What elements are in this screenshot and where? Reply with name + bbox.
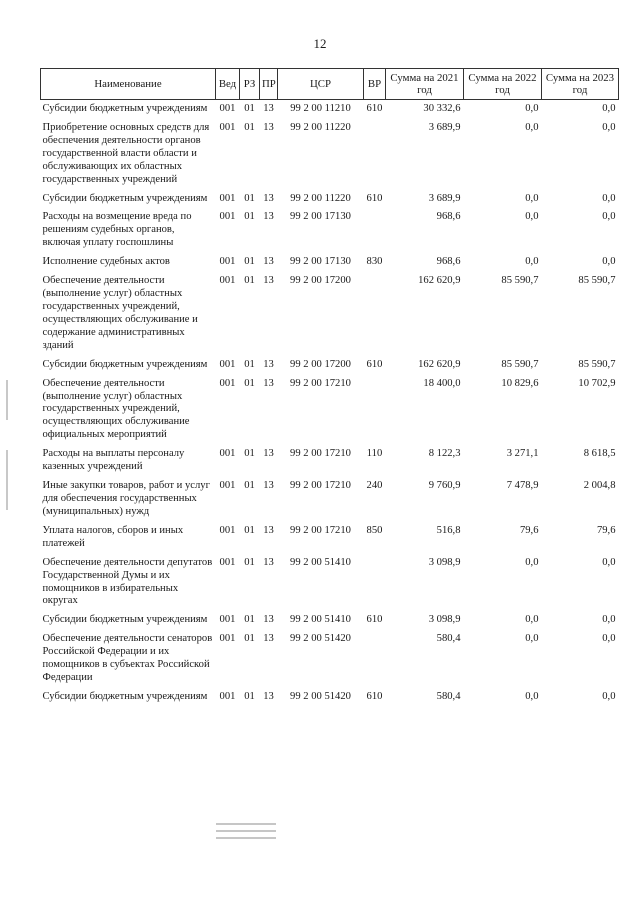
cell-csr: 99 2 00 11210 — [290, 103, 351, 114]
cell-name: Субсидии бюджетным учреждениям — [42, 614, 208, 626]
cell-sum-2021: 3 098,9 — [428, 614, 461, 626]
cell-sum-2023: 0,0 — [602, 103, 616, 114]
cell-sum-2023: 0,0 — [602, 211, 616, 223]
cell-sum-2022: 85 590,7 — [501, 275, 539, 287]
header-rz: РЗ — [240, 69, 260, 100]
cell-name: Расходы на возмещение вреда по решениям судебных органов, включая уплату госпошлины — [42, 211, 192, 249]
cell-sum-2021: 9 760,9 — [428, 480, 461, 492]
cell-name: Обеспечение деятельности депутатов Государственной Думы и их помощников в избирательных округах — [42, 556, 213, 607]
cell-name: Уплата налогов, сборов и иных платежей — [42, 524, 184, 549]
cell-sum-2023: 0,0 — [602, 556, 616, 568]
cell-sum-2023: 0,0 — [602, 690, 616, 702]
cell-sum-2023: 79,6 — [596, 524, 616, 536]
cell-ved: 001 — [219, 633, 236, 645]
cell-pr: 13 — [263, 103, 274, 114]
header-sum-2022: Сумма на 2022 год — [464, 69, 542, 100]
table-row — [41, 116, 619, 187]
cell-rz: 01 — [244, 121, 255, 133]
cell-sum-2022: 0,0 — [525, 192, 539, 204]
header-name: Наименование — [41, 69, 216, 100]
cell-rz: 01 — [244, 690, 255, 702]
table-row — [41, 608, 619, 627]
cell-sum-2021: 3 098,9 — [428, 556, 461, 568]
cell-rz: 01 — [244, 448, 255, 460]
cell-vr — [364, 116, 386, 187]
cell-pr: 13 — [263, 358, 274, 370]
table-row — [41, 551, 619, 609]
table-row — [41, 442, 619, 474]
cell-rz: 01 — [244, 358, 255, 370]
cell-rz: 01 — [244, 633, 255, 645]
cell-ved: 001 — [219, 524, 236, 536]
cell-sum-2023: 2 004,8 — [583, 480, 616, 492]
cell-sum-2022: 3 271,1 — [506, 448, 539, 460]
cell-sum-2021: 968,6 — [436, 211, 461, 223]
cell-sum-2022: 85 590,7 — [501, 358, 539, 370]
cell-vr: 610 — [366, 103, 383, 114]
cell-rz: 01 — [244, 192, 255, 204]
cell-name: Обеспечение деятельности (выполнение услуг) областных государственных учреждений, осуществляющих обслуживание и содержание административных зданий — [42, 275, 198, 351]
cell-name: Субсидии бюджетным учреждениям — [42, 103, 208, 114]
header-vr: ВР — [364, 69, 386, 100]
cell-pr: 13 — [263, 211, 274, 223]
cell-sum-2022: 0,0 — [525, 690, 539, 702]
cell-sum-2023: 10 702,9 — [578, 377, 616, 389]
margin-mark — [6, 450, 8, 510]
cell-name: Субсидии бюджетным учреждениям — [42, 358, 208, 370]
cell-name: Обеспечение деятельности сенаторов Российской Федерации и их помощников в субъектах Российской Федерации — [42, 633, 213, 684]
cell-name: Исполнение судебных актов — [42, 256, 170, 268]
cell-pr: 13 — [263, 614, 274, 626]
cell-ved: 001 — [219, 275, 236, 287]
cell-sum-2022: 0,0 — [525, 633, 539, 645]
cell-ved: 001 — [219, 556, 236, 568]
table-row — [41, 474, 619, 519]
margin-mark — [6, 380, 8, 420]
cell-sum-2023: 85 590,7 — [578, 358, 616, 370]
cell-sum-2023: 0,0 — [602, 121, 616, 133]
cell-ved: 001 — [219, 358, 236, 370]
table-row — [41, 205, 619, 250]
cell-vr — [364, 269, 386, 353]
cell-vr — [364, 627, 386, 685]
cell-csr: 99 2 00 17130 — [290, 256, 351, 268]
cell-rz: 01 — [244, 377, 255, 389]
cell-name: Иные закупки товаров, работ и услуг для обеспечения государственных (муниципальных) нужд — [42, 480, 210, 517]
header-sum-2023: Сумма на 2023 год — [542, 69, 619, 100]
cell-sum-2021: 8 122,3 — [428, 448, 461, 460]
cell-vr: 850 — [366, 524, 383, 536]
cell-sum-2022: 79,6 — [519, 524, 539, 536]
cell-ved: 001 — [219, 121, 236, 133]
cell-pr: 13 — [263, 690, 274, 702]
cell-csr: 99 2 00 17210 — [290, 377, 351, 389]
cell-name: Расходы на выплаты персоналу казенных учреждений — [42, 448, 185, 473]
table-row — [41, 250, 619, 269]
cell-sum-2023: 0,0 — [602, 256, 616, 268]
cell-pr: 13 — [263, 256, 274, 268]
cell-pr: 13 — [263, 448, 274, 460]
cell-csr: 99 2 00 11220 — [290, 192, 351, 204]
cell-ved: 001 — [219, 448, 236, 460]
table-row — [41, 100, 619, 116]
cell-pr: 13 — [263, 192, 274, 204]
cell-sum-2022: 0,0 — [525, 121, 539, 133]
cell-pr: 13 — [263, 633, 274, 645]
cell-csr: 99 2 00 51420 — [290, 633, 351, 645]
cell-sum-2022: 0,0 — [525, 614, 539, 626]
cell-name: Субсидии бюджетным учреждениям — [42, 690, 208, 702]
cell-sum-2021: 162 620,9 — [418, 275, 461, 287]
cell-vr — [364, 205, 386, 250]
page-number: 12 — [313, 36, 327, 51]
cell-rz: 01 — [244, 275, 255, 287]
cell-ved: 001 — [219, 614, 236, 626]
cell-name: Обеспечение деятельности (выполнение услуг) областных государственных учреждений, осуществляющих обслуживание официальных мероприятий — [42, 377, 190, 441]
table-body — [41, 100, 619, 704]
cell-ved: 001 — [219, 103, 236, 114]
cell-vr — [364, 372, 386, 443]
table-row — [41, 519, 619, 551]
cell-sum-2023: 8 618,5 — [583, 448, 616, 460]
cell-ved: 001 — [219, 256, 236, 268]
cell-vr: 610 — [366, 358, 383, 370]
cell-vr: 610 — [366, 690, 383, 702]
cell-sum-2022: 0,0 — [525, 211, 539, 223]
cell-vr: 830 — [366, 256, 383, 268]
cell-pr: 13 — [263, 524, 274, 536]
cell-ved: 001 — [219, 690, 236, 702]
cell-sum-2022: 0,0 — [525, 256, 539, 268]
cell-rz: 01 — [244, 556, 255, 568]
cell-rz: 01 — [244, 614, 255, 626]
cell-ved: 001 — [219, 377, 236, 389]
cell-sum-2022: 0,0 — [525, 103, 539, 114]
cell-csr: 99 2 00 17130 — [290, 211, 351, 223]
cell-sum-2023: 0,0 — [602, 192, 616, 204]
cell-pr: 13 — [263, 556, 274, 568]
cell-ved: 001 — [219, 192, 236, 204]
cell-csr: 99 2 00 17210 — [290, 524, 351, 536]
cell-pr: 13 — [263, 480, 274, 492]
cell-csr: 99 2 00 11220 — [290, 121, 351, 133]
cell-rz: 01 — [244, 480, 255, 492]
cell-vr: 110 — [366, 448, 383, 460]
table-row — [41, 627, 619, 685]
cell-name: Приобретение основных средств для обеспечения деятельности органов государственной власти области и обслуживающих их областных государственных учреждений — [42, 121, 210, 185]
cell-vr — [364, 551, 386, 609]
stamp-mark — [216, 818, 276, 844]
header-ved: Вед — [216, 69, 240, 100]
cell-sum-2022: 0,0 — [525, 556, 539, 568]
table-row — [41, 187, 619, 206]
cell-sum-2021: 18 400,0 — [423, 377, 461, 389]
cell-csr: 99 2 00 17210 — [290, 448, 351, 460]
budget-table — [40, 68, 619, 704]
cell-sum-2021: 580,4 — [436, 690, 461, 702]
cell-sum-2021: 968,6 — [436, 256, 461, 268]
cell-vr: 610 — [366, 614, 383, 626]
cell-ved: 001 — [219, 480, 236, 492]
cell-csr: 99 2 00 51410 — [290, 556, 351, 568]
cell-vr: 240 — [366, 480, 383, 492]
cell-sum-2021: 30 332,6 — [423, 103, 461, 114]
cell-rz: 01 — [244, 524, 255, 536]
cell-rz: 01 — [244, 103, 255, 114]
cell-csr: 99 2 00 51410 — [290, 614, 351, 626]
cell-pr: 13 — [263, 121, 274, 133]
table-row — [41, 269, 619, 353]
cell-sum-2023: 0,0 — [602, 614, 616, 626]
cell-vr: 610 — [366, 192, 383, 204]
cell-pr: 13 — [263, 377, 274, 389]
header-pr: ПР — [260, 69, 278, 100]
cell-sum-2022: 7 478,9 — [506, 480, 539, 492]
cell-csr: 99 2 00 51420 — [290, 690, 351, 702]
table-row — [41, 353, 619, 372]
cell-sum-2023: 85 590,7 — [578, 275, 616, 287]
cell-pr: 13 — [263, 275, 274, 287]
cell-sum-2021: 3 689,9 — [428, 121, 461, 133]
cell-sum-2022: 10 829,6 — [501, 377, 539, 389]
cell-name: Субсидии бюджетным учреждениям — [42, 192, 208, 204]
cell-csr: 99 2 00 17210 — [290, 480, 351, 492]
cell-csr: 99 2 00 17200 — [290, 358, 351, 370]
header-csr: ЦСР — [278, 69, 364, 100]
cell-sum-2021: 162 620,9 — [418, 358, 461, 370]
cell-sum-2021: 580,4 — [436, 633, 461, 645]
cell-csr: 99 2 00 17200 — [290, 275, 351, 287]
cell-sum-2021: 516,8 — [436, 524, 461, 536]
cell-sum-2023: 0,0 — [602, 633, 616, 645]
cell-rz: 01 — [244, 211, 255, 223]
cell-sum-2021: 3 689,9 — [428, 192, 461, 204]
cell-rz: 01 — [244, 256, 255, 268]
table-header-row — [41, 69, 619, 100]
header-sum-2021: Сумма на 2021 год — [386, 69, 464, 100]
table-row — [41, 685, 619, 704]
cell-ved: 001 — [219, 211, 236, 223]
table-row — [41, 372, 619, 443]
